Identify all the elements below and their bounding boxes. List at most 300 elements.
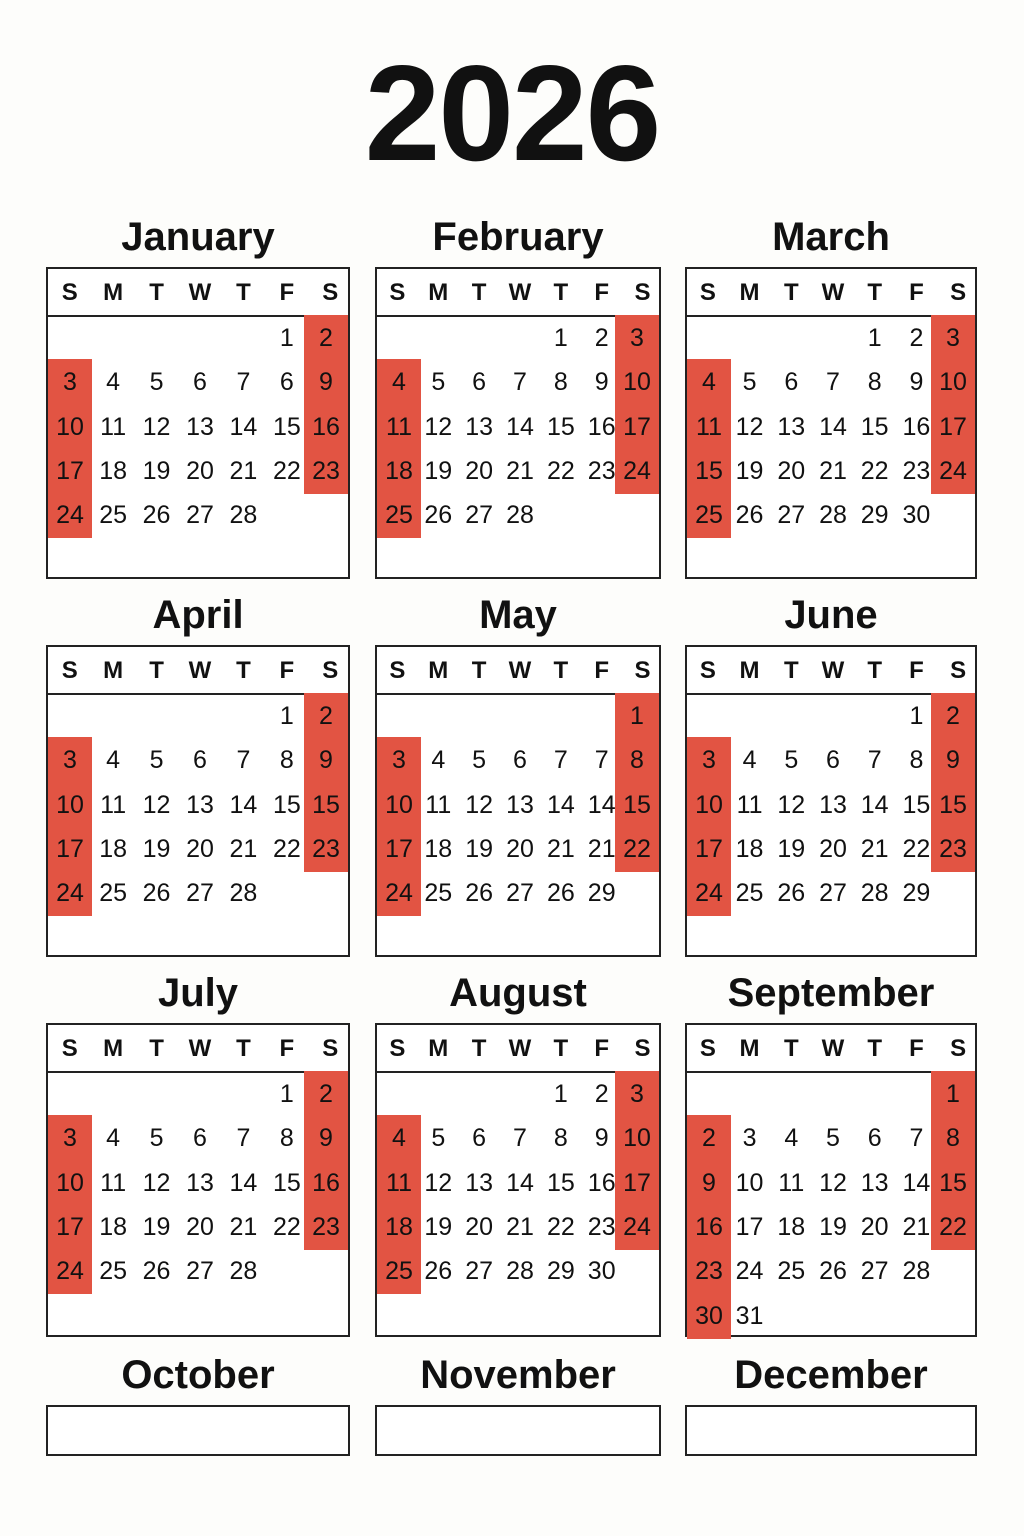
day-cell: 15 <box>939 1168 967 1197</box>
day-cell: 30 <box>902 501 931 530</box>
day-cell: 13 <box>860 1168 889 1197</box>
weekday-label: F <box>279 657 295 684</box>
weekday-label: S <box>634 657 651 684</box>
day-cell: 4 <box>106 368 121 397</box>
day-cell: 10 <box>56 412 84 441</box>
weekday-label: F <box>594 657 610 684</box>
month-box <box>685 645 977 957</box>
month-box <box>685 1023 977 1337</box>
month-box <box>375 1405 661 1456</box>
day-cell: 9 <box>319 1124 333 1153</box>
day-cell: 17 <box>623 412 651 441</box>
day-cell: 20 <box>777 456 806 485</box>
day-cell: 10 <box>56 790 84 819</box>
day-cell: 7 <box>553 746 568 775</box>
day-cell: 17 <box>939 412 967 441</box>
day-cell: 4 <box>106 1124 121 1153</box>
month-title: September <box>727 971 935 1015</box>
weekday-label: W <box>188 279 212 306</box>
day-cell: 22 <box>546 1212 575 1241</box>
day-cell: 24 <box>623 1212 651 1241</box>
weekday-label: S <box>322 657 339 684</box>
day-cell: 20 <box>819 834 847 863</box>
day-cell: 25 <box>385 501 413 530</box>
day-cell: 12 <box>819 1168 847 1197</box>
weekday-label: T <box>867 657 883 684</box>
day-cell: 26 <box>777 879 806 908</box>
weekday-label: T <box>471 279 487 306</box>
day-cell: 14 <box>229 412 258 441</box>
day-cell: 23 <box>902 456 931 485</box>
weekday-label: T <box>867 279 883 306</box>
day-cell: 5 <box>149 1124 164 1153</box>
month-title: February <box>432 215 604 259</box>
weekday-header <box>377 269 659 317</box>
month-title: August <box>449 971 587 1015</box>
day-cell: 28 <box>506 501 534 530</box>
day-cell: 8 <box>279 1124 294 1153</box>
weekday-label: S <box>389 1035 406 1062</box>
day-cell: 28 <box>229 501 258 530</box>
day-cell: 6 <box>513 746 527 775</box>
day-cell: 8 <box>946 1124 960 1153</box>
day-cell: 13 <box>186 1168 214 1197</box>
weekday-label: S <box>950 279 967 306</box>
day-cell: 10 <box>939 368 967 397</box>
weekday-label: S <box>322 279 339 306</box>
weekday-header <box>377 647 659 695</box>
day-cell: 19 <box>142 1212 171 1241</box>
day-cell: 2 <box>319 1080 333 1108</box>
day-cell: 14 <box>587 790 616 819</box>
day-cell: 6 <box>472 1124 487 1153</box>
day-cell: 10 <box>623 368 651 397</box>
day-cell: 1 <box>630 702 644 730</box>
day-cell: 25 <box>385 1257 413 1286</box>
weekday-label: T <box>471 657 487 684</box>
day-cell: 4 <box>431 746 446 775</box>
day-cell: 17 <box>56 834 84 863</box>
day-cell: 19 <box>424 456 453 485</box>
day-cell: 27 <box>465 1257 494 1286</box>
day-cell: 10 <box>735 1168 764 1197</box>
weekday-label: T <box>149 657 164 684</box>
day-cell: 8 <box>630 746 644 775</box>
month-february <box>375 215 661 579</box>
day-cell: 11 <box>386 1168 412 1197</box>
day-cell: 6 <box>784 368 799 397</box>
weekday-label: T <box>867 1035 883 1062</box>
day-cell: 19 <box>819 1212 847 1241</box>
day-cell: 7 <box>513 1124 527 1153</box>
weekday-label: S <box>699 1035 716 1062</box>
day-cell: 26 <box>546 879 575 908</box>
day-cell: 20 <box>186 456 214 485</box>
day-cell: 21 <box>587 834 616 863</box>
day-cell: 7 <box>867 746 882 775</box>
day-cell: 27 <box>465 501 494 530</box>
day-cell: 7 <box>513 368 527 397</box>
day-cell: 17 <box>56 456 84 485</box>
day-cell: 3 <box>63 1124 77 1153</box>
day-cell: 12 <box>424 412 453 441</box>
day-cell: 28 <box>506 1257 534 1286</box>
day-cell: 14 <box>229 1168 258 1197</box>
weekday-label: S <box>322 1035 339 1062</box>
day-cell: 7 <box>826 368 840 397</box>
weekday-label: T <box>236 1035 251 1062</box>
day-cell: 18 <box>99 834 128 863</box>
weekday-label: T <box>783 279 799 306</box>
weekday-header <box>48 269 348 317</box>
weekday-label: F <box>279 279 295 306</box>
day-cell: 17 <box>735 1212 764 1241</box>
day-cell: 28 <box>860 879 889 908</box>
day-cell: 23 <box>312 1212 340 1241</box>
day-cell: 13 <box>186 412 214 441</box>
day-cell: 21 <box>506 1212 534 1241</box>
day-cell: 21 <box>229 456 258 485</box>
weekday-label: T <box>471 1035 487 1062</box>
day-cell: 16 <box>312 1168 340 1197</box>
month-april <box>46 593 350 957</box>
weekday-label: M <box>739 279 760 306</box>
month-box <box>46 645 350 957</box>
day-cell: 24 <box>56 879 84 908</box>
day-cell: 17 <box>56 1212 84 1241</box>
day-cell: 6 <box>867 1124 882 1153</box>
day-cell: 9 <box>594 368 609 397</box>
day-cell: 27 <box>186 1257 214 1286</box>
weekday-label: W <box>821 279 845 306</box>
day-cell: 9 <box>946 746 960 775</box>
day-cell: 9 <box>702 1168 716 1197</box>
day-cell: 2 <box>909 324 924 352</box>
month-box <box>375 1023 661 1337</box>
day-cell: 16 <box>695 1212 723 1241</box>
weekday-label: S <box>699 279 716 306</box>
weekday-header <box>377 1025 659 1073</box>
day-cell: 28 <box>229 1257 258 1286</box>
day-cell: 6 <box>472 368 487 397</box>
day-cell: 6 <box>193 1124 207 1153</box>
day-cell: 28 <box>229 879 258 908</box>
day-cell: 24 <box>623 456 651 485</box>
day-cell: 25 <box>735 879 764 908</box>
weekday-label: T <box>236 279 251 306</box>
day-cell: 14 <box>506 412 534 441</box>
day-cell: 2 <box>946 702 960 730</box>
day-cell: 22 <box>546 456 575 485</box>
month-title: May <box>479 593 557 637</box>
day-cell: 15 <box>546 1168 575 1197</box>
weekday-label: S <box>699 657 716 684</box>
day-cell: 25 <box>99 501 128 530</box>
month-title: November <box>420 1353 616 1397</box>
day-cell: 17 <box>623 1168 651 1197</box>
day-cell: 25 <box>424 879 453 908</box>
day-cell: 3 <box>742 1124 757 1153</box>
day-cell: 4 <box>784 1124 799 1153</box>
day-cell: 15 <box>939 790 967 819</box>
day-cell: 5 <box>431 368 446 397</box>
day-cell: 23 <box>587 1212 616 1241</box>
day-cell: 26 <box>819 1257 847 1286</box>
day-cell: 26 <box>424 501 453 530</box>
weekday-label: F <box>909 1035 924 1062</box>
month-june <box>685 593 977 957</box>
month-box <box>46 267 350 579</box>
weekday-label: W <box>188 657 212 684</box>
day-cell: 2 <box>319 324 333 352</box>
day-cell: 13 <box>506 790 534 819</box>
month-august <box>375 971 661 1337</box>
day-cell: 20 <box>860 1212 889 1241</box>
day-cell: 11 <box>100 790 127 819</box>
day-cell: 7 <box>236 368 251 397</box>
month-september <box>685 971 977 1337</box>
day-cell: 14 <box>860 790 889 819</box>
day-cell: 23 <box>312 456 340 485</box>
day-cell: 27 <box>777 501 806 530</box>
day-cell: 13 <box>465 1168 494 1197</box>
day-cell: 5 <box>826 1124 840 1153</box>
day-cell: 24 <box>385 879 413 908</box>
day-cell: 3 <box>702 746 716 775</box>
year-title: 2026 <box>364 37 660 189</box>
day-cell: 27 <box>860 1257 889 1286</box>
day-cell: 16 <box>902 412 931 441</box>
weekday-label: M <box>103 657 124 684</box>
month-december <box>685 1353 977 1456</box>
day-cell: 3 <box>63 368 77 397</box>
day-cell: 15 <box>272 412 301 441</box>
day-cell: 23 <box>695 1257 723 1286</box>
weekday-label: T <box>553 279 569 306</box>
month-title: July <box>157 971 239 1015</box>
day-cell: 14 <box>506 1168 534 1197</box>
day-cell: 16 <box>587 1168 616 1197</box>
day-cell: 2 <box>594 324 609 352</box>
day-cell: 26 <box>424 1257 453 1286</box>
month-october <box>46 1353 350 1456</box>
day-cell: 15 <box>902 790 931 819</box>
month-title: January <box>121 215 275 259</box>
day-cell: 30 <box>695 1301 723 1330</box>
day-cell: 10 <box>695 790 723 819</box>
weekday-label: W <box>508 279 532 306</box>
weekday-label: S <box>634 1035 651 1062</box>
day-cell: 11 <box>696 412 722 441</box>
day-cell: 18 <box>735 834 764 863</box>
day-cell: 9 <box>594 1124 609 1153</box>
weekday-label: F <box>279 1035 295 1062</box>
day-cell: 22 <box>272 456 301 485</box>
day-cell: 1 <box>279 702 294 730</box>
day-cell: 5 <box>784 746 799 775</box>
day-cell: 15 <box>312 790 340 819</box>
day-cell: 28 <box>902 1257 931 1286</box>
day-cell: 6 <box>279 368 294 397</box>
day-cell: 10 <box>385 790 413 819</box>
day-cell: 11 <box>100 412 127 441</box>
weekday-label: T <box>783 1035 799 1062</box>
day-cell: 1 <box>279 1080 294 1108</box>
day-cell: 20 <box>186 1212 214 1241</box>
day-cell: 22 <box>272 1212 301 1241</box>
month-box <box>685 267 977 579</box>
day-cell: 27 <box>186 879 214 908</box>
weekday-label: M <box>103 279 124 306</box>
day-cell: 4 <box>742 746 757 775</box>
day-cell: 1 <box>279 324 294 352</box>
month-march <box>685 215 977 579</box>
day-cell: 22 <box>939 1212 967 1241</box>
day-cell: 1 <box>946 1080 960 1108</box>
day-cell: 7 <box>236 746 251 775</box>
day-cell: 15 <box>272 1168 301 1197</box>
weekday-label: S <box>634 279 651 306</box>
weekday-label: S <box>61 1035 78 1062</box>
day-cell: 8 <box>553 368 568 397</box>
day-cell: 21 <box>819 456 847 485</box>
day-cell: 19 <box>735 456 764 485</box>
weekday-header <box>687 1025 975 1073</box>
day-cell: 18 <box>385 456 413 485</box>
day-cell: 19 <box>424 1212 453 1241</box>
month-title: December <box>734 1353 928 1397</box>
weekday-label: T <box>149 279 164 306</box>
day-cell: 3 <box>63 746 77 775</box>
day-cell: 4 <box>702 368 716 397</box>
day-cell: 25 <box>99 1257 128 1286</box>
day-cell: 2 <box>594 1080 609 1108</box>
day-cell: 8 <box>279 746 294 775</box>
weekday-header <box>48 647 348 695</box>
weekday-label: S <box>61 657 78 684</box>
day-cell: 7 <box>236 1124 251 1153</box>
weekday-label: T <box>236 657 251 684</box>
day-cell: 19 <box>777 834 806 863</box>
day-cell: 18 <box>777 1212 806 1241</box>
day-cell: 3 <box>392 746 406 775</box>
day-cell: 3 <box>946 324 960 352</box>
day-cell: 21 <box>860 834 889 863</box>
day-cell: 25 <box>777 1257 806 1286</box>
month-november <box>375 1353 661 1456</box>
day-cell: 12 <box>142 412 171 441</box>
day-cell: 17 <box>695 834 723 863</box>
day-cell: 14 <box>229 790 258 819</box>
day-cell: 21 <box>229 834 258 863</box>
day-cell: 18 <box>99 456 128 485</box>
day-cell: 24 <box>56 501 84 530</box>
day-cell: 24 <box>939 456 967 485</box>
weekday-label: T <box>553 1035 569 1062</box>
day-cell: 27 <box>819 879 847 908</box>
day-cell: 10 <box>56 1168 84 1197</box>
day-cell: 27 <box>186 501 214 530</box>
weekday-label: M <box>739 657 760 684</box>
weekday-label: S <box>950 1035 967 1062</box>
day-cell: 14 <box>546 790 575 819</box>
weekday-label: M <box>103 1035 124 1062</box>
weekday-label: F <box>594 279 610 306</box>
month-may <box>375 593 661 957</box>
day-cell: 23 <box>939 834 967 863</box>
day-cell: 26 <box>465 879 494 908</box>
day-cell: 4 <box>392 368 406 397</box>
day-cell: 13 <box>186 790 214 819</box>
day-cell: 26 <box>142 501 171 530</box>
day-cell: 23 <box>312 834 340 863</box>
month-july <box>46 971 350 1337</box>
day-cell: 21 <box>546 834 575 863</box>
day-cell: 26 <box>142 879 171 908</box>
day-cell: 19 <box>465 834 494 863</box>
day-cell: 12 <box>142 790 171 819</box>
day-cell: 31 <box>735 1301 764 1330</box>
day-cell: 22 <box>902 834 931 863</box>
day-cell: 1 <box>909 702 924 730</box>
day-cell: 4 <box>392 1124 406 1153</box>
day-cell: 21 <box>506 456 534 485</box>
day-cell: 21 <box>229 1212 258 1241</box>
day-cell: 12 <box>142 1168 171 1197</box>
day-cell: 22 <box>860 456 889 485</box>
month-january <box>46 215 350 579</box>
month-box <box>685 1405 977 1456</box>
weekday-label: M <box>428 1035 449 1062</box>
day-cell: 5 <box>431 1124 446 1153</box>
day-cell: 8 <box>909 746 924 775</box>
day-cell: 1 <box>553 1080 568 1108</box>
day-cell: 5 <box>149 368 164 397</box>
day-cell: 21 <box>902 1212 931 1241</box>
day-cell: 18 <box>424 834 453 863</box>
weekday-header <box>687 647 975 695</box>
day-cell: 19 <box>142 456 171 485</box>
month-title: June <box>784 593 878 637</box>
weekday-label: T <box>553 657 569 684</box>
weekday-label: M <box>428 279 449 306</box>
weekday-label: W <box>188 1035 212 1062</box>
day-cell: 20 <box>506 834 534 863</box>
weekday-label: W <box>821 657 845 684</box>
weekday-label: M <box>428 657 449 684</box>
day-cell: 30 <box>587 1257 616 1286</box>
day-cell: 11 <box>778 1168 805 1197</box>
month-box <box>375 645 661 957</box>
day-cell: 12 <box>735 412 764 441</box>
day-cell: 25 <box>695 501 723 530</box>
day-cell: 16 <box>587 412 616 441</box>
day-cell: 20 <box>465 1212 494 1241</box>
month-box <box>375 267 661 579</box>
day-cell: 18 <box>99 1212 128 1241</box>
day-cell: 5 <box>742 368 757 397</box>
day-cell: 10 <box>623 1124 651 1153</box>
weekday-label: F <box>909 279 924 306</box>
day-cell: 24 <box>56 1257 84 1286</box>
day-cell: 18 <box>385 1212 413 1241</box>
day-cell: 2 <box>319 702 333 730</box>
day-cell: 6 <box>193 746 207 775</box>
weekday-header <box>687 269 975 317</box>
day-cell: 7 <box>594 746 609 775</box>
day-cell: 12 <box>424 1168 453 1197</box>
day-cell: 5 <box>472 746 487 775</box>
